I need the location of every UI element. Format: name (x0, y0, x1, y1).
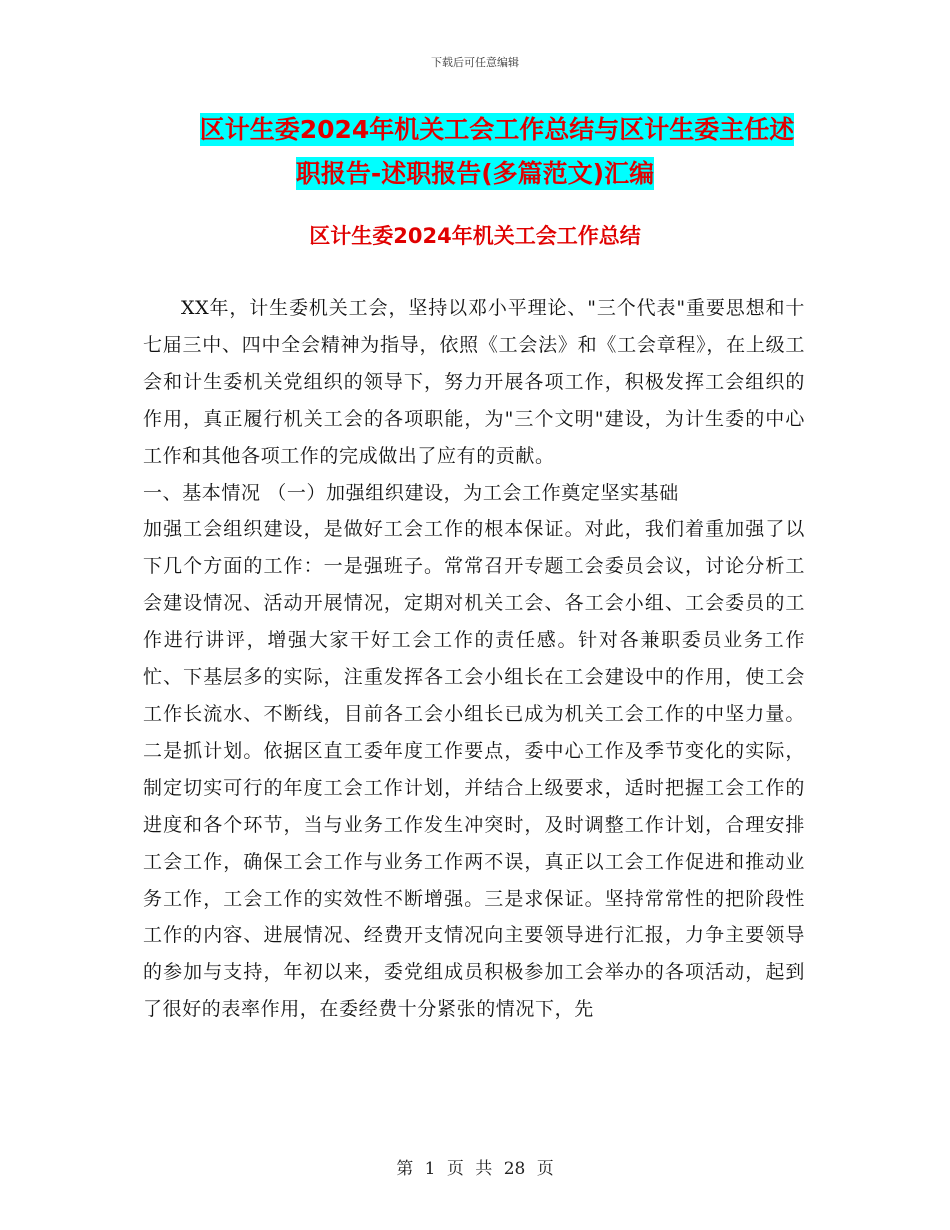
paragraph-organization-building: 加强工会组织建设，是做好工会工作的根本保证。对此，我们着重加强了以下几个方面的工作：一是强班子。常常召开专题工会委员会议，讨论分析工会建设情况、活动开展情况，定期对机关工会、各工会小组、工会委员的工作进行讲评，增强大家干好工会工作的责任感。针对各兼职委员业务工作忙、下基层多的实际，注重发挥各工会小组长在工会建设中的作用，使工会工作长流水、不断线，目前各工会小组长已成为机关工会工作的中坚力量。二是抓计划。依据区直工委年度工作要点，委中心工作及季节变化的实际，制定切实可行的年度工会工作计划，并结合上级要求，适时把握工会工作的进度和各个环节，当与业务工作发生冲突时，及时调整工作计划，合理安排工会工作，确保工会工作与业务工作两不误，真正以工会工作促进和推动业务工作，工会工作的实效性不断增强。三是求保证。坚持常常性的把阶段性工作的内容、进展情况、经费开支情况向主要领导进行汇报，力争主要领导的参加与支持，年初以来，委党组成员积极参加工会举办的各项活动，起到了很好的表率作用，在委经费十分紧张的情况下，先 (143, 518, 805, 1021)
section-title: 区计生委2024年机关工会工作总结 (309, 224, 641, 248)
title-line-2: 职报告-述职报告(多篇范文)汇编 (295, 159, 655, 188)
title-line-1: 区计生委2024年机关工会工作总结与区计生委主任述 (199, 115, 795, 144)
document-title (0, 108, 950, 196)
body-text (143, 290, 805, 1028)
paragraph-intro: XX年，计生委机关工会，坚持以邓小平理论、"三个代表"重要思想和十七届三中、四中全会精神为指导，依照《工会法》和《工会章程》，在上级工会和计生委机关党组织的领导下，努力开展各项工作，积极发挥工会组织的作用，真正履行机关工会的各项职能，为"三个文明"建设，为计生委的中心工作和其他各项工作的完成做出了应有的贡献。 (143, 297, 805, 467)
page-footer: 第 1 页 共 28 页 (396, 1159, 554, 1179)
header-note: 下载后可任意编辑 (431, 56, 519, 69)
paragraph-heading-basic-situation: 一、基本情况 （一）加强组织建设，为工会工作奠定坚实基础 (143, 481, 679, 504)
